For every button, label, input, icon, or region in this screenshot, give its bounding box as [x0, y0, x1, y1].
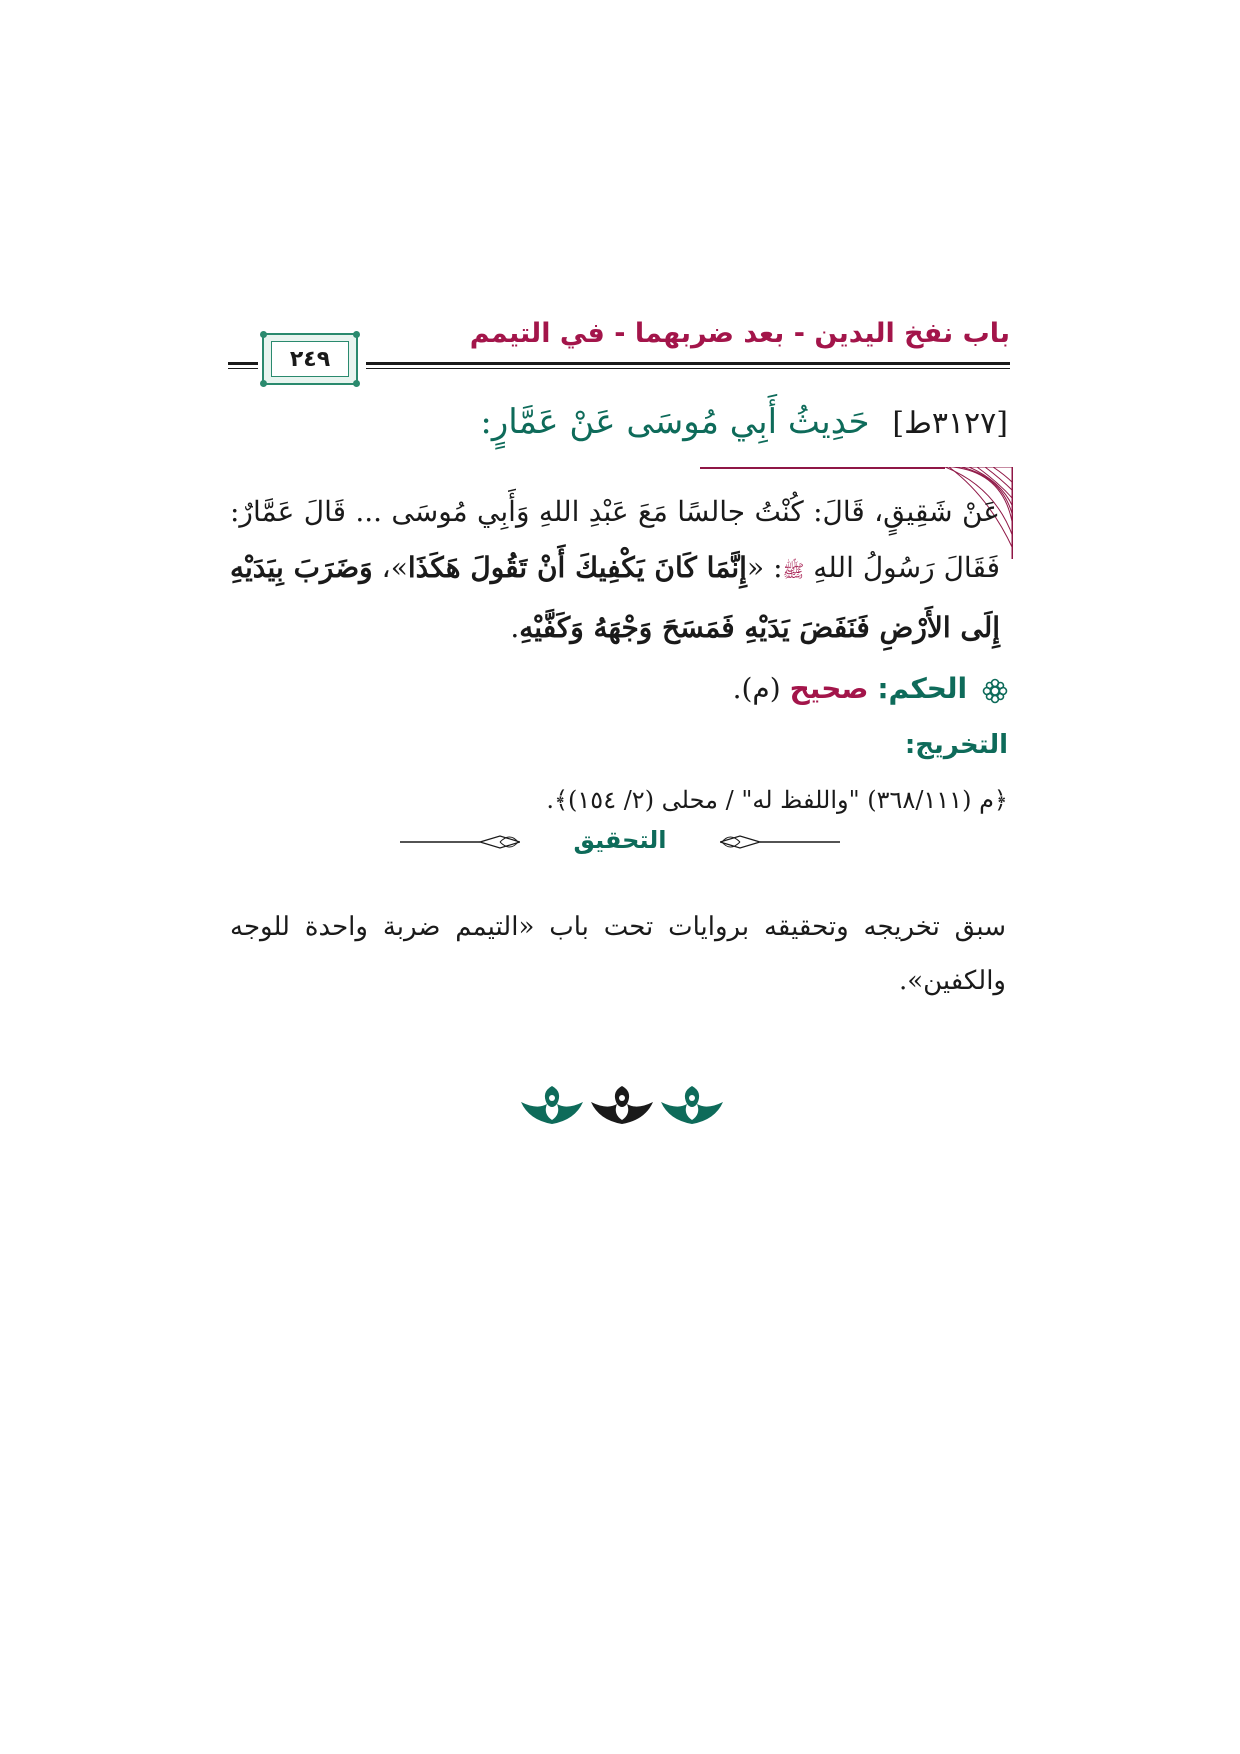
header-rule-left	[228, 362, 258, 365]
salutation-glyph: ﷺ	[782, 561, 805, 582]
ruling-source: (م).	[732, 672, 781, 705]
page-number-frame	[262, 333, 358, 385]
ruling-value: صحيح	[789, 672, 869, 705]
hadith-narration: عَنْ شَقِيقٍ، قَالَ: كُنْتُ جالسًا مَعَ عَبْدِ اللهِ وَأَبِي مُوسَى ... قَالَ عَمَّارٌ: فَقَالَ رَسُولُ اللهِ	[230, 495, 1001, 584]
floral-end-ornament	[517, 1084, 727, 1128]
flower-ornament-icon	[982, 678, 1008, 704]
hadith-heading	[308, 402, 1008, 442]
ruling-line	[308, 672, 1008, 705]
tahqiq-text: سبق تخريجه وتحقيقه بروايات تحت باب «التيمم ضربة واحدة للوجه والكفين».	[230, 912, 1006, 996]
heading-rule	[700, 467, 945, 469]
tahqiq-title: التحقيق	[520, 826, 720, 854]
ruling-label: الحكم:	[877, 672, 968, 705]
quote-open: : «	[746, 551, 783, 584]
quote-close: »،	[372, 551, 408, 584]
page-number: ٢٤٩	[289, 346, 331, 372]
hadith-end: .	[510, 611, 520, 644]
takhrij-title: التخريج:	[904, 730, 1008, 760]
header-rule-right	[366, 362, 1010, 365]
hadith-action: وَضَرَبَ بِيَدَيْهِ إِلَى الأَرْضِ فَنَفَضَ يَدَيْهِ فَمَسَحَ وَجْهَهُ وَكَفَّيْهِ	[230, 551, 1000, 644]
hadith-title: حَدِيثُ أَبِي مُوسَى عَنْ عَمَّارٍ:	[480, 402, 870, 442]
running-title: باب نفخ اليدين - بعد ضربهما - في التيمم	[469, 318, 1010, 349]
takhrij-text: ﴿م (٣٦٨/١١١) "واللفظ له" / محلى (٢/ ١٥٤)﴾.	[546, 786, 1008, 814]
hadith-number: [٣١٢٧ط]	[892, 406, 1008, 441]
hadith-text	[230, 484, 1000, 656]
prophet-words: إِنَّمَا كَانَ يَكْفِيكَ أَنْ تَقُولَ هَكَذَا	[407, 551, 747, 584]
